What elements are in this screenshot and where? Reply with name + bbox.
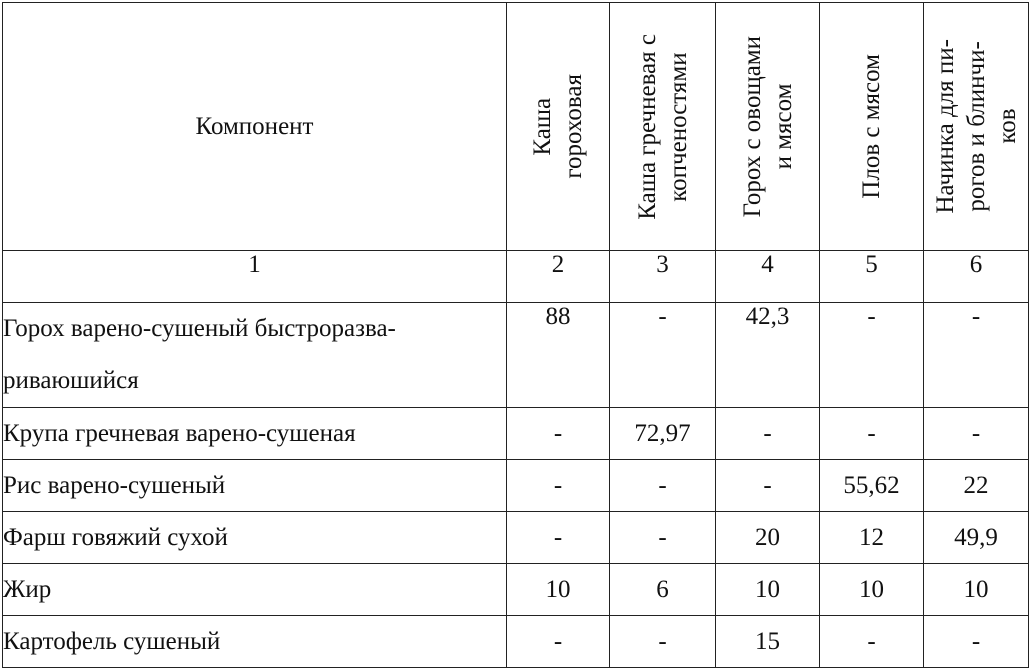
row-value: - — [610, 303, 716, 408]
column-number: 3 — [610, 251, 716, 303]
row-value: - — [924, 303, 1029, 408]
header-col-4-label: Горох с овощами и мясом — [738, 35, 797, 218]
row-value: - — [610, 512, 716, 564]
row-value: - — [716, 460, 820, 512]
header-row — [3, 3, 1029, 251]
header-col-4 — [716, 3, 820, 251]
header-col-6 — [924, 3, 1029, 251]
column-number: 4 — [716, 251, 820, 303]
row-value: 12 — [820, 512, 924, 564]
composition-table — [2, 2, 1029, 668]
row-label: Крупа гречневая варено-сушеная — [3, 408, 507, 460]
table-row — [3, 564, 1029, 616]
table-row — [3, 460, 1029, 512]
row-label-line: Горох варено-сушеный быстроразва- — [3, 315, 396, 342]
header-col-2-label: Каша гороховая — [529, 74, 587, 179]
row-value: 72,97 — [610, 408, 716, 460]
header-col-5 — [820, 3, 924, 251]
column-number: 2 — [507, 251, 610, 303]
table-row — [3, 303, 1029, 408]
row-label: Жир — [3, 564, 507, 616]
row-value: 10 — [820, 564, 924, 616]
column-number-row — [3, 251, 1029, 303]
row-value: 22 — [924, 460, 1029, 512]
header-col-2 — [507, 3, 610, 251]
header-component — [3, 3, 507, 251]
row-value: - — [610, 460, 716, 512]
column-number: 1 — [3, 251, 507, 303]
row-label: Картофель сушеный — [3, 616, 507, 668]
header-col-5-label: Плов с мясом — [858, 54, 885, 199]
row-value: - — [507, 408, 610, 460]
header-component-label: Компонент — [195, 112, 314, 140]
row-label: Фарш говяжий сухой — [3, 512, 507, 564]
row-value: 42,3 — [716, 303, 820, 408]
row-label-line: риваюшийся — [3, 367, 139, 394]
row-value: - — [507, 512, 610, 564]
row-value: 10 — [716, 564, 820, 616]
table-row — [3, 512, 1029, 564]
row-value: - — [716, 408, 820, 460]
table-row — [3, 408, 1029, 460]
row-value: 6 — [610, 564, 716, 616]
row-value: 10 — [507, 564, 610, 616]
row-label — [3, 303, 507, 408]
row-value: 15 — [716, 616, 820, 668]
header-col-6-label: Начинка для пи- рогов и блинчи- ков — [931, 39, 1021, 214]
row-value: - — [924, 408, 1029, 460]
row-value: - — [507, 460, 610, 512]
row-value: - — [820, 408, 924, 460]
table-row — [3, 616, 1029, 668]
row-value: - — [507, 616, 610, 668]
row-value: 20 — [716, 512, 820, 564]
column-number: 5 — [820, 251, 924, 303]
row-label: Рис варено-сушеный — [3, 460, 507, 512]
row-value: 88 — [507, 303, 610, 408]
header-col-3-label: Каша гречневая с копченостями — [633, 33, 692, 220]
row-value: 49,9 — [924, 512, 1029, 564]
column-number: 6 — [924, 251, 1029, 303]
row-value: 55,62 — [820, 460, 924, 512]
row-value: 10 — [924, 564, 1029, 616]
row-value: - — [820, 303, 924, 408]
header-col-3 — [610, 3, 716, 251]
row-value: - — [924, 616, 1029, 668]
row-value: - — [820, 616, 924, 668]
row-value: - — [610, 616, 716, 668]
